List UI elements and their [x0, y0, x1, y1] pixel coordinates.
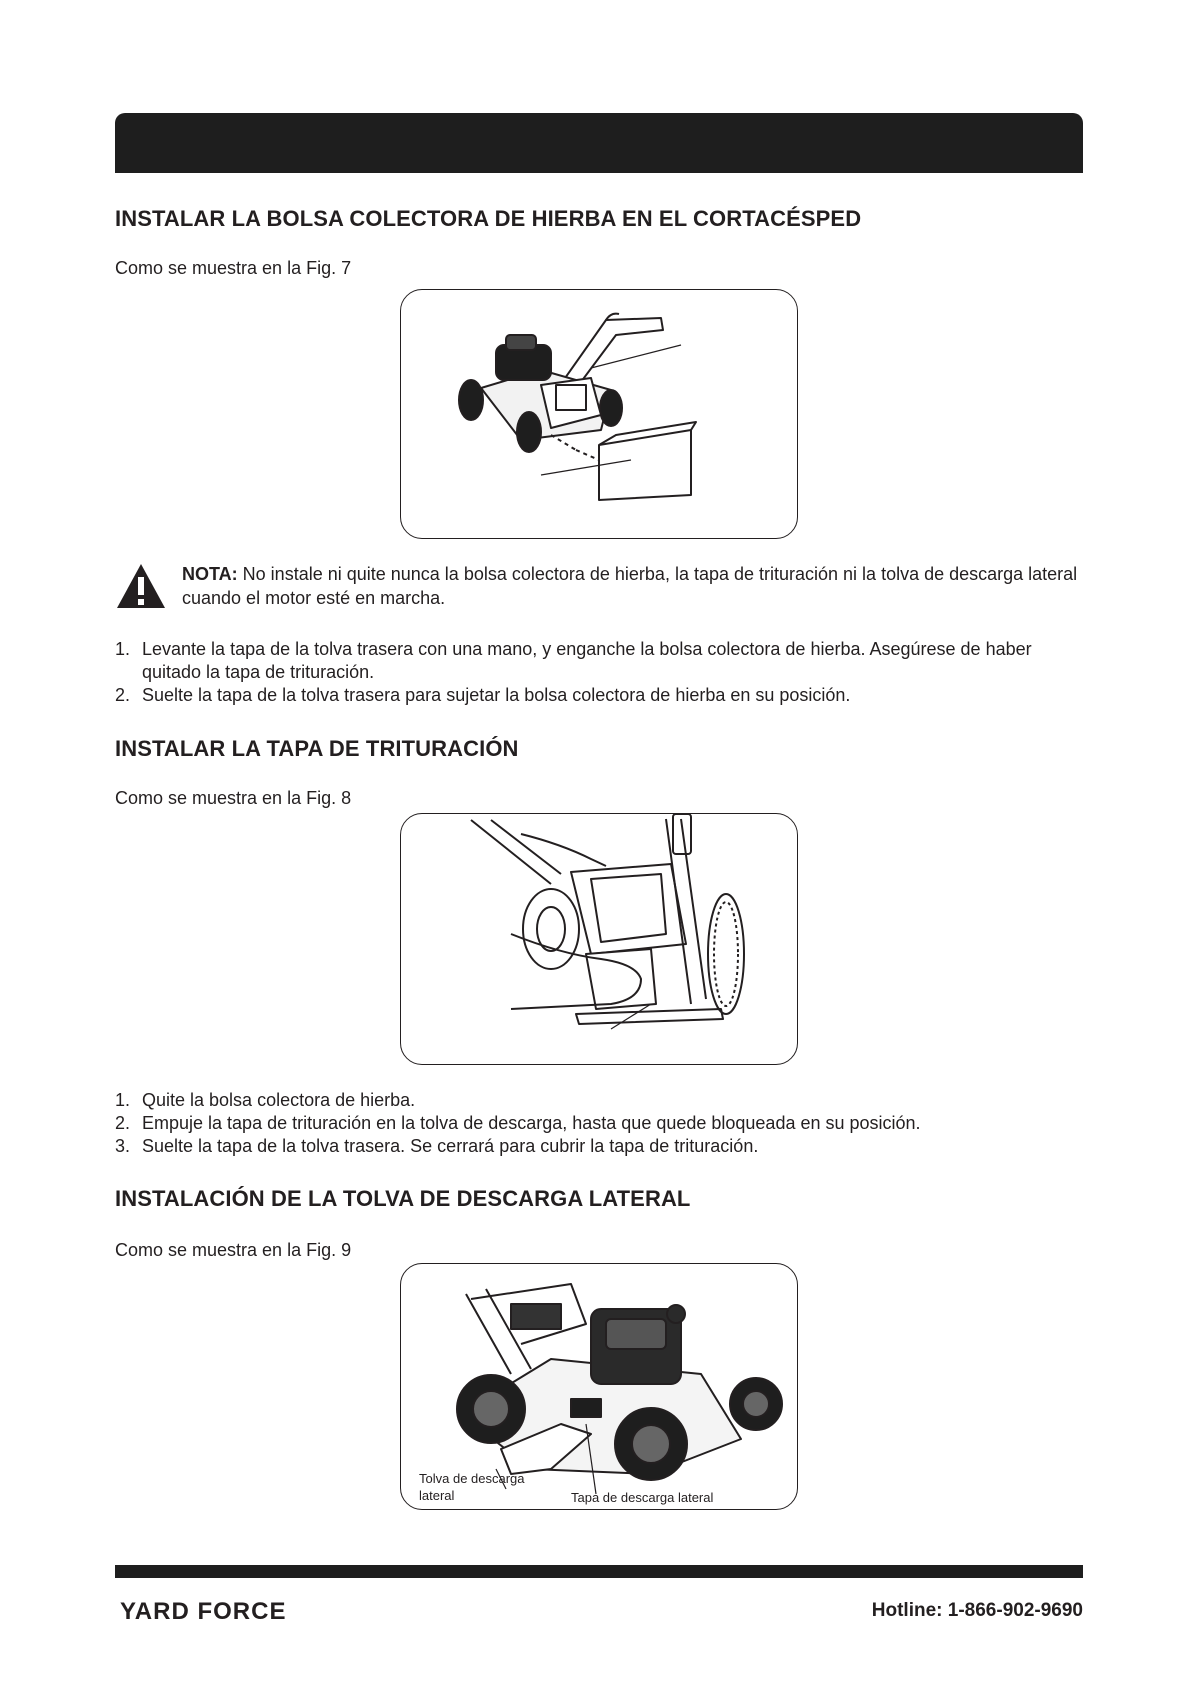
- step-number: 1.: [115, 1090, 131, 1110]
- note-text: [182, 562, 1082, 610]
- steps-list-grass-bag: [115, 638, 1085, 707]
- note-label: NOTA:: [182, 564, 238, 584]
- section-title-mulching-plug: INSTALAR LA TAPA DE TRITURACIÓN: [115, 736, 519, 761]
- step-text: Levante la tapa de la tolva trasera con una mano, y enganche la bolsa colectora de hierba. Asegúrese de haber quitado la tapa de trituración.: [142, 639, 1032, 682]
- mower-bag-illustration: [401, 290, 797, 538]
- list-item: [115, 1112, 1085, 1135]
- figure-caption-9: Como se muestra en la Fig. 9: [115, 1240, 352, 1260]
- section-title-grass-bag: INSTALAR LA BOLSA COLECTORA DE HIERBA EN EL CORTACÉSPED: [115, 206, 862, 231]
- side-discharge-illustration: [401, 1264, 797, 1509]
- step-number: 1.: [115, 639, 131, 659]
- step-number: 3.: [115, 1136, 131, 1156]
- footer-rule: [115, 1565, 1083, 1578]
- figure-7-mower-bag: [400, 289, 798, 539]
- step-text: Quite la bolsa colectora de hierba.: [142, 1090, 416, 1110]
- header-bar: [115, 113, 1083, 173]
- figure-label-chute-line1: Tolva de descarga: [419, 1471, 525, 1486]
- list-item: [115, 1089, 1085, 1112]
- step-number: 2.: [115, 685, 131, 705]
- steps-list-mulching-plug: [115, 1089, 1085, 1158]
- section-title-side-discharge: INSTALACIÓN DE LA TOLVA DE DESCARGA LATERAL: [115, 1186, 691, 1211]
- figure-label-chute-line2: lateral: [419, 1488, 455, 1503]
- step-text: Suelte la tapa de la tolva trasera para sujetar la bolsa colectora de hierba en su posición.: [142, 685, 851, 705]
- list-item: [115, 684, 1085, 707]
- figure-8-mulching-plug: [400, 813, 798, 1065]
- step-text: Suelte la tapa de la tolva trasera. Se cerrará para cubrir la tapa de trituración.: [142, 1136, 759, 1156]
- figure-9-side-discharge: [400, 1263, 798, 1510]
- brand-logo: YARD FORCE: [120, 1598, 287, 1625]
- figure-caption-7: Como se muestra en la Fig. 7: [115, 258, 352, 278]
- hotline: Hotline: 1-866-902-9690: [871, 1600, 1083, 1621]
- note-body: No instale ni quite nunca la bolsa colectora de hierba, la tapa de trituración ni la tolva de descarga lateral cuando el motor esté en marcha.: [182, 564, 1078, 608]
- figure-label-discharge-door: Tapa de descarga lateral: [571, 1490, 714, 1505]
- warning-icon: [115, 562, 167, 610]
- step-number: 2.: [115, 1113, 131, 1133]
- figure-caption-8: Como se muestra en la Fig. 8: [115, 788, 352, 808]
- mulching-plug-illustration: [401, 814, 797, 1064]
- step-text: Empuje la tapa de trituración en la tolva de descarga, hasta que quede bloqueada en su posición.: [142, 1113, 921, 1133]
- list-item: [115, 638, 1085, 684]
- list-item: [115, 1135, 1085, 1158]
